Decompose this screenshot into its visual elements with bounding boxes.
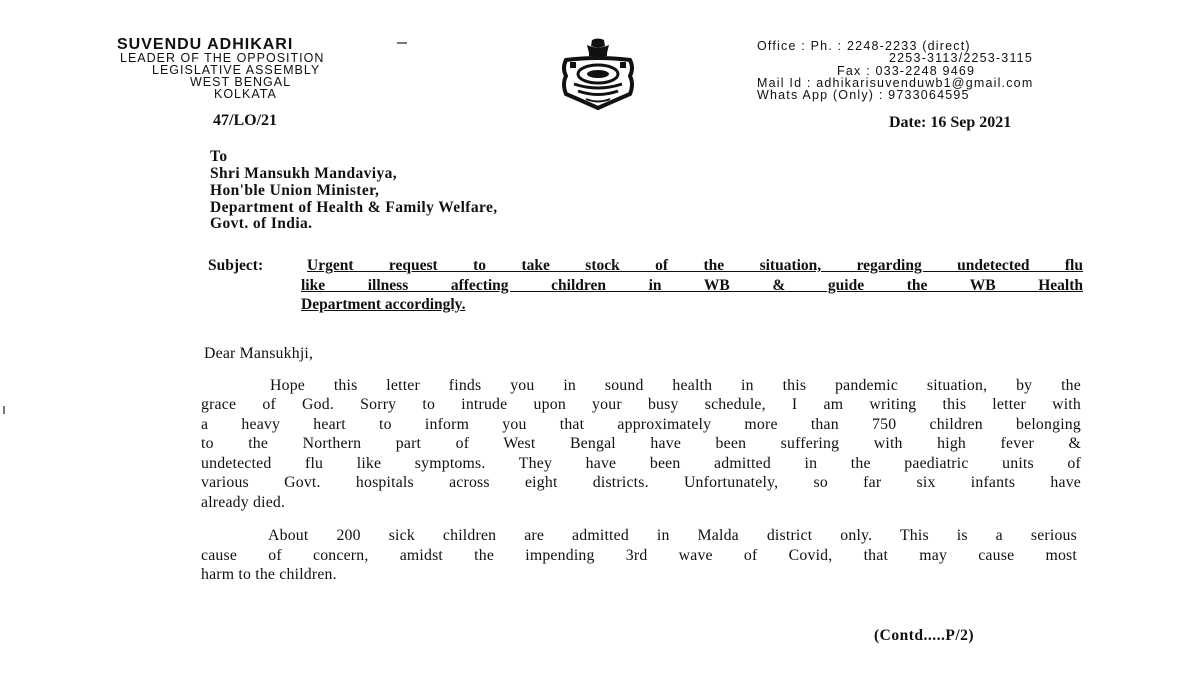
paragraph-line: Hope this letter finds you in sound health in this pandemic situation, by the bbox=[270, 377, 1081, 394]
letterhead-name: SUVENDU ADHIKARI bbox=[117, 36, 294, 53]
addressee-line: Govt. of India. bbox=[210, 215, 313, 232]
continued-note: (Contd.....P/2) bbox=[874, 627, 975, 644]
subject-label: Subject: bbox=[208, 257, 264, 274]
paragraph-line: a heavy heart to inform you that approximately more than 750 children belonging bbox=[201, 416, 1081, 433]
paragraph-line: About 200 sick children are admitted in Malda district only. This is a serious bbox=[268, 527, 1077, 544]
contact-phone-alt: 2253-3113/2253-3115 bbox=[889, 51, 1033, 65]
reference-number: 47/LO/21 bbox=[213, 112, 278, 129]
contact-whatsapp: Whats App (Only) : 9733064595 bbox=[757, 88, 970, 102]
addressee-line: Department of Health & Family Welfare, bbox=[210, 199, 498, 216]
paragraph-line: already died. bbox=[201, 494, 286, 511]
addressee-line: To bbox=[210, 148, 228, 165]
contact-office-phone: Office : Ph. : 2248-2233 (direct) bbox=[757, 39, 971, 53]
subject-line: Urgent request to take stock of the situation, regarding undetected flu bbox=[307, 257, 1083, 274]
contact-fax: Fax : 033-2248 9469 bbox=[837, 64, 976, 78]
letterhead-city: KOLKATA bbox=[214, 87, 277, 101]
letter-date: Date: 16 Sep 2021 bbox=[889, 114, 1012, 131]
paragraph-line: to the Northern part of West Bengal have been suffering with high fever & bbox=[201, 435, 1081, 452]
paragraph-line: undetected flu like symptoms. They have been admitted in the paediatric units of bbox=[201, 455, 1081, 472]
state-emblem-icon bbox=[556, 36, 640, 112]
contact-email: Mail Id : adhikarisuvenduwb1@gmail.com bbox=[757, 76, 1034, 90]
paragraph-line: various Govt. hospitals across eight districts. Unfortunately, so far six infants have bbox=[201, 474, 1081, 491]
letterhead-assembly: LEGISLATIVE ASSEMBLY bbox=[152, 63, 321, 77]
letterhead-state: WEST BENGAL bbox=[190, 75, 292, 89]
scan-mark bbox=[3, 406, 5, 414]
addressee-line: Shri Mansukh Mandaviya, bbox=[210, 165, 398, 182]
scan-mark bbox=[397, 42, 407, 44]
addressee-line: Hon'ble Union Minister, bbox=[210, 182, 380, 199]
paragraph-line: cause of concern, amidst the impending 3rd wave of Covid, that may cause most bbox=[201, 547, 1077, 564]
subject-line: Department accordingly. bbox=[301, 296, 466, 313]
subject-line: like illness affecting children in WB & guide the WB Health bbox=[301, 277, 1083, 294]
letterhead-title: LEADER OF THE OPPOSITION bbox=[120, 51, 325, 65]
paragraph-line: harm to the children. bbox=[201, 566, 337, 583]
salutation: Dear Mansukhji, bbox=[204, 345, 314, 362]
paragraph-line: grace of God. Sorry to intrude upon your busy schedule, I am writing this letter with bbox=[201, 396, 1081, 413]
